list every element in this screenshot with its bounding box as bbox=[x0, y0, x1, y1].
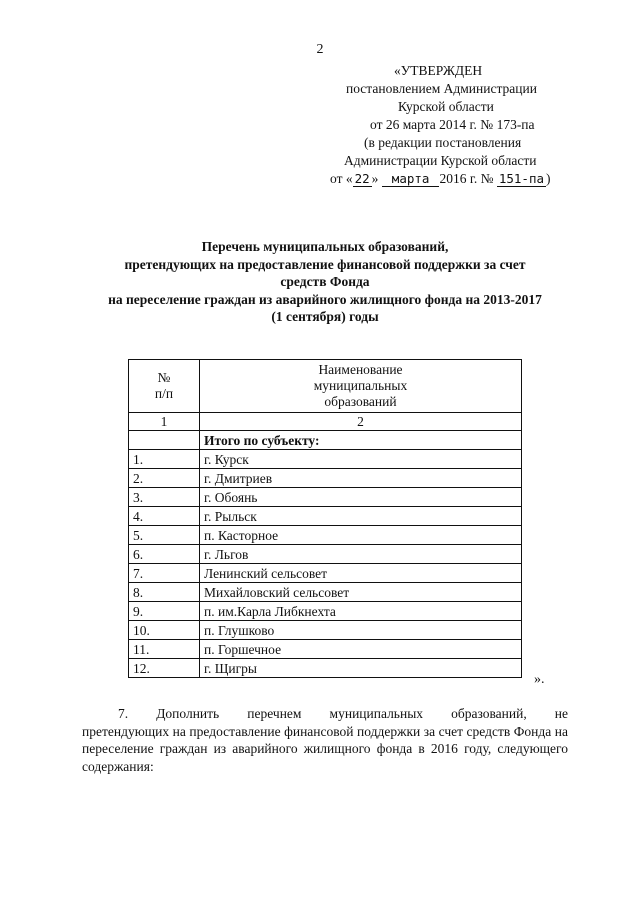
table-row bbox=[129, 602, 522, 621]
table-row bbox=[129, 640, 522, 659]
municipality-name: п. им.Карла Либкнехта bbox=[200, 602, 522, 621]
handwritten-number: 151-па bbox=[498, 171, 544, 186]
municipality-name: г. Дмитриев bbox=[200, 469, 522, 488]
municipality-name: г. Курск bbox=[200, 450, 522, 469]
handwritten-month: марта bbox=[382, 171, 440, 187]
total-row bbox=[129, 431, 522, 450]
closing-quote: ». bbox=[534, 672, 545, 687]
amendment-paragraph bbox=[82, 705, 568, 775]
table-row bbox=[129, 545, 522, 564]
column-header-name: Наименование муниципальных образований bbox=[200, 360, 522, 413]
approval-line: Администрации Курской области bbox=[344, 153, 537, 168]
table-row bbox=[129, 507, 522, 526]
title-line: (1 сентября) годы bbox=[271, 309, 379, 324]
row-number: 5. bbox=[129, 526, 200, 545]
approval-line: Курской области bbox=[398, 99, 494, 114]
handwritten-day: 22 bbox=[354, 171, 370, 186]
approval-line: (в редакции постановления bbox=[364, 135, 522, 150]
municipality-name: г. Обоянь bbox=[200, 488, 522, 507]
document-title bbox=[40, 238, 610, 326]
approval-line: постановлением Администрации bbox=[346, 81, 537, 96]
municipality-name: п. Горшечное bbox=[200, 640, 522, 659]
column-number: 1 bbox=[129, 413, 200, 431]
paragraph-text: претендующих на предоставление финансовой поддержки за счет средств Фонда на переселение граждан из аварийного жилищного фонда в 2016 году, следующего содержания: bbox=[82, 723, 568, 774]
row-number: 11. bbox=[129, 640, 200, 659]
table-row bbox=[129, 488, 522, 507]
table-row bbox=[129, 659, 522, 678]
table-row bbox=[129, 526, 522, 545]
row-number: 9. bbox=[129, 602, 200, 621]
date-prefix: от « bbox=[330, 171, 353, 186]
row-number: 7. bbox=[129, 564, 200, 583]
approval-stamp bbox=[320, 62, 600, 188]
date-suffix: ) bbox=[546, 171, 551, 186]
column-numbers-row bbox=[129, 413, 522, 431]
municipality-name: Ленинский сельсовет bbox=[200, 564, 522, 583]
row-number: 2. bbox=[129, 469, 200, 488]
table-row bbox=[129, 450, 522, 469]
table-row bbox=[129, 583, 522, 602]
row-number: 4. bbox=[129, 507, 200, 526]
table-row bbox=[129, 621, 522, 640]
title-line: на переселение граждан из аварийного жилищного фонда на 2013-2017 bbox=[108, 291, 542, 307]
municipality-name: Михайловский сельсовет bbox=[200, 583, 522, 602]
municipality-name: п. Глушково bbox=[200, 621, 522, 640]
municipality-name: п. Касторное bbox=[200, 526, 522, 545]
title-line: Перечень муниципальных образований, bbox=[201, 239, 449, 254]
page-number: 2 bbox=[316, 42, 324, 57]
row-number: 6. bbox=[129, 545, 200, 564]
row-number: 10. bbox=[129, 621, 200, 640]
date-mid: » bbox=[371, 171, 379, 186]
row-number: 8. bbox=[129, 583, 200, 602]
title-line: претендующих на предоставление финансовой поддержки за счет bbox=[124, 256, 526, 272]
row-number: 12. bbox=[129, 659, 200, 678]
row-number: 3. bbox=[129, 488, 200, 507]
title-line: средств Фонда bbox=[280, 274, 370, 289]
column-header-number: № п/п bbox=[129, 360, 200, 413]
table-row bbox=[129, 469, 522, 488]
municipality-name: г. Рыльск bbox=[200, 507, 522, 526]
municipality-name: г. Щигры bbox=[200, 659, 522, 678]
municipalities-table bbox=[128, 359, 522, 678]
column-number: 2 bbox=[200, 413, 522, 431]
approval-heading: «УТВЕРЖДЕН bbox=[394, 63, 483, 78]
total-label: Итого по субъекту: bbox=[200, 431, 522, 450]
row-number: 1. bbox=[129, 450, 200, 469]
municipality-name: г. Льгов bbox=[200, 545, 522, 564]
approval-line: от 26 марта 2014 г. № 173-па bbox=[370, 117, 535, 132]
date-year: 2016 г. № bbox=[439, 171, 494, 186]
approval-date-line bbox=[320, 170, 600, 188]
paragraph-first-line: 7. Дополнить перечнем муниципальных образований, не bbox=[118, 706, 568, 721]
table-row bbox=[129, 564, 522, 583]
